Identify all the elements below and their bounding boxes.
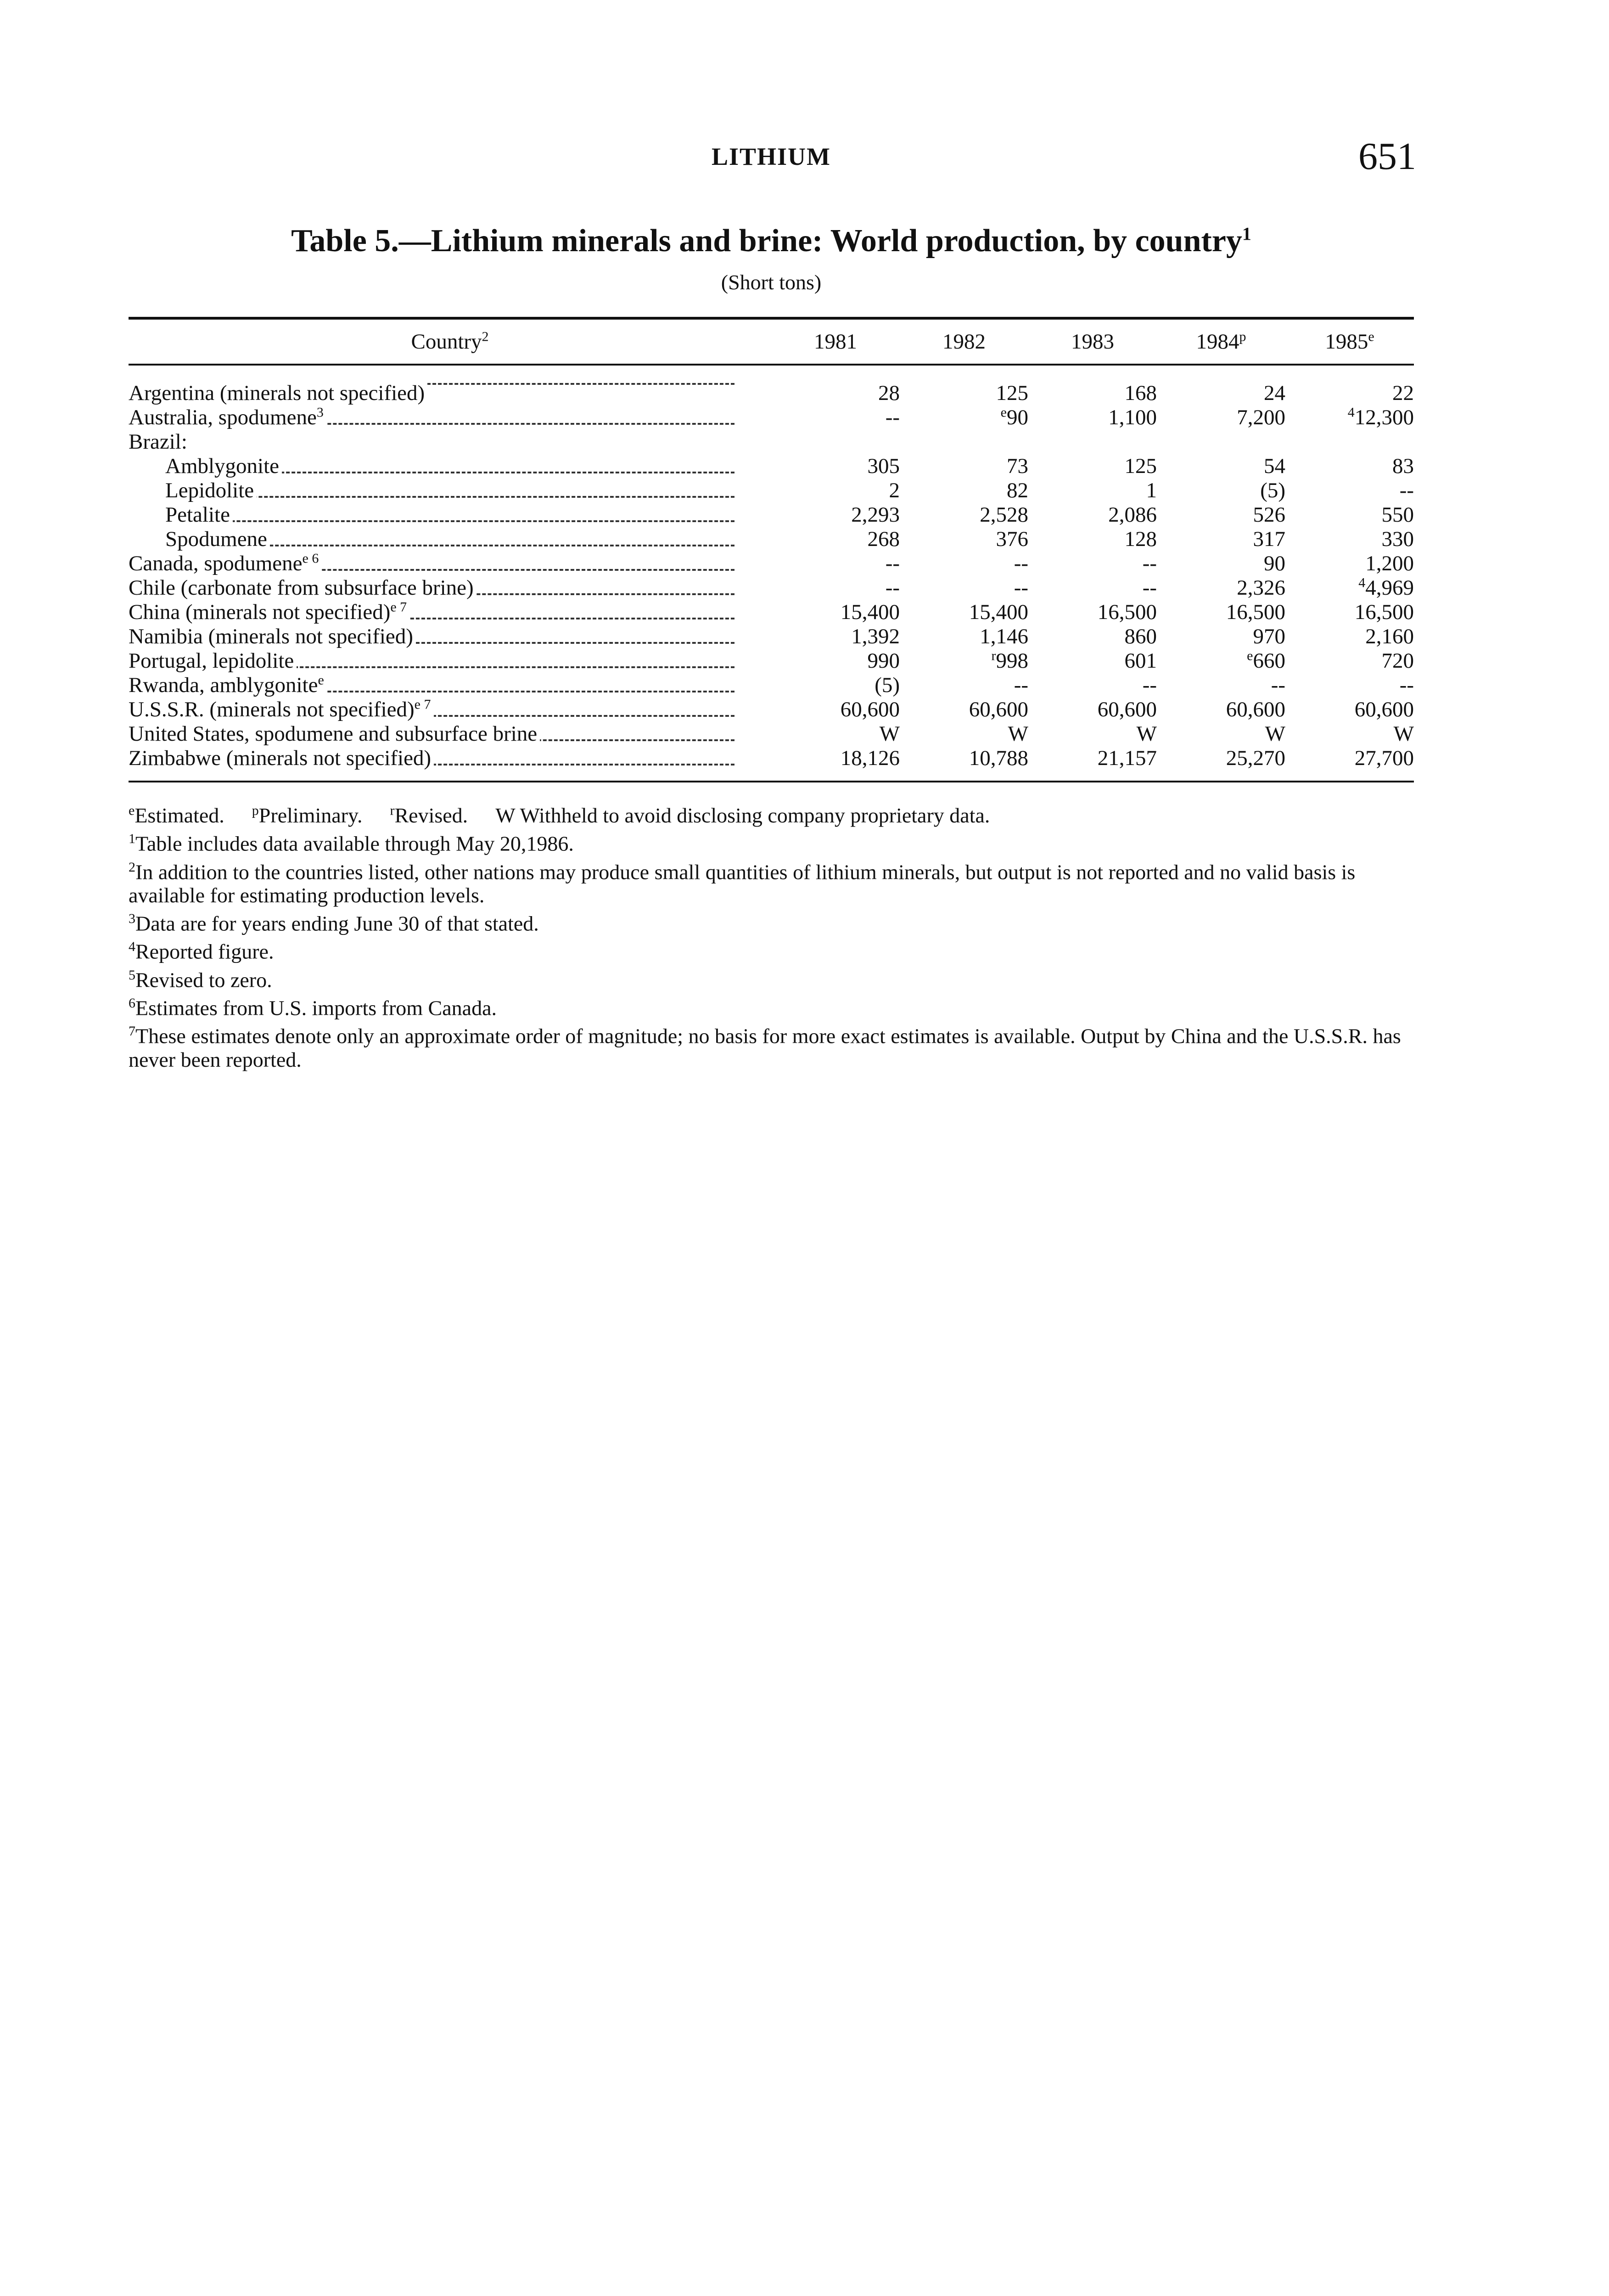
value-cell bbox=[1157, 454, 1285, 478]
value-cell bbox=[900, 405, 1028, 430]
value-text: 1,392 bbox=[851, 625, 900, 648]
running-title: LITHIUM bbox=[711, 143, 831, 170]
value-cell bbox=[771, 527, 900, 551]
value-cell bbox=[1285, 551, 1414, 576]
value-note: 4 bbox=[1358, 575, 1366, 591]
value-cell bbox=[1028, 430, 1157, 454]
value-cell bbox=[900, 576, 1028, 600]
value-cell bbox=[1157, 365, 1285, 405]
value-cell bbox=[1285, 454, 1414, 478]
row-label bbox=[129, 600, 771, 625]
footnote bbox=[129, 963, 1414, 991]
value-cell bbox=[771, 503, 900, 527]
value-cell bbox=[771, 673, 900, 698]
country-name bbox=[129, 625, 416, 648]
value-cell bbox=[1285, 722, 1414, 746]
value-text: 54 bbox=[1264, 454, 1285, 478]
row-label bbox=[129, 365, 771, 405]
table-row bbox=[129, 698, 1414, 722]
symbol-mark: r bbox=[390, 803, 395, 818]
value-cell bbox=[1028, 551, 1157, 576]
table-row bbox=[129, 454, 1414, 478]
value-cell bbox=[900, 478, 1028, 503]
year-column-header: 1984$^p$ bbox=[1157, 318, 1285, 365]
value-text: 317 bbox=[1253, 527, 1285, 551]
symbol-mark: p bbox=[252, 803, 259, 818]
footnotes bbox=[129, 799, 1414, 1071]
value-cell bbox=[1285, 405, 1414, 430]
value-text: 125 bbox=[1124, 454, 1157, 478]
value-text: 7,200 bbox=[1237, 405, 1285, 429]
value-cell bbox=[1157, 503, 1285, 527]
value-cell bbox=[1285, 673, 1414, 698]
footnote-text: These estimates denote only an approximate order of magnitude; no basis for more exact estimates is available. Output by China and the U.S.S.R. has never been reported. bbox=[129, 1024, 1401, 1071]
value-cell bbox=[771, 405, 900, 430]
value-cell bbox=[900, 625, 1028, 649]
value-cell bbox=[1285, 527, 1414, 551]
country-name-text: Petalite bbox=[165, 503, 230, 527]
footnote bbox=[129, 1019, 1414, 1071]
value-cell bbox=[1157, 576, 1285, 600]
value-cell bbox=[1157, 551, 1285, 576]
value-text: 28 bbox=[878, 381, 900, 405]
table-row bbox=[129, 503, 1414, 527]
value-cell bbox=[1157, 405, 1285, 430]
value-cell bbox=[900, 430, 1028, 454]
value-cell bbox=[1028, 454, 1157, 478]
value-cell bbox=[771, 625, 900, 649]
footnote-mark: 1 bbox=[129, 831, 135, 847]
value-cell bbox=[1028, 576, 1157, 600]
country-name-text: Spodumene bbox=[165, 527, 267, 551]
value-cell bbox=[1285, 430, 1414, 454]
value-text: W bbox=[1008, 722, 1028, 746]
country-name-text: Rwanda, amblygonite bbox=[129, 673, 318, 697]
table-row bbox=[129, 527, 1414, 551]
row-label bbox=[129, 673, 771, 698]
footnote-text: Estimates from U.S. imports from Canada. bbox=[135, 996, 497, 1020]
symbol-mark: e bbox=[129, 803, 135, 818]
value-cell bbox=[1285, 600, 1414, 625]
value-text: 1,146 bbox=[980, 625, 1028, 648]
country-name bbox=[129, 649, 297, 673]
value-cell bbox=[771, 576, 900, 600]
value-cell bbox=[1028, 600, 1157, 625]
country-name bbox=[129, 551, 321, 575]
value-cell bbox=[1028, 503, 1157, 527]
value-text: 720 bbox=[1381, 649, 1414, 673]
footnote-text: In addition to the countries listed, other nations may produce small quantities of lithium minerals, but output is not reported and no valid basis is available for estimating production levels. bbox=[129, 860, 1356, 907]
symbol-note bbox=[252, 804, 363, 827]
footnote-text: Reported figure. bbox=[135, 940, 274, 963]
table-row bbox=[129, 746, 1414, 782]
value-text: W bbox=[879, 722, 900, 746]
symbol-text: W Withheld to avoid disclosing company proprietary data. bbox=[495, 804, 990, 827]
footnote-text: Table includes data available through May 20,1986. bbox=[135, 832, 574, 855]
country-name bbox=[165, 454, 282, 478]
value-text: 2,160 bbox=[1365, 625, 1414, 648]
footnote-mark: 2 bbox=[129, 859, 135, 875]
row-label bbox=[129, 698, 771, 722]
country-name bbox=[129, 381, 427, 405]
row-label bbox=[129, 746, 771, 782]
table-row bbox=[129, 478, 1414, 503]
value-text: 990 bbox=[867, 649, 900, 673]
table-row bbox=[129, 365, 1414, 405]
value-cell bbox=[771, 722, 900, 746]
value-cell bbox=[771, 600, 900, 625]
symbol-note bbox=[129, 804, 224, 827]
row-label bbox=[129, 649, 771, 673]
footnote-mark: 6 bbox=[129, 995, 135, 1011]
value-cell bbox=[1285, 478, 1414, 503]
value-text: 21,157 bbox=[1097, 746, 1157, 770]
value-note: e bbox=[1000, 405, 1007, 420]
table-row bbox=[129, 551, 1414, 576]
value-cell bbox=[771, 454, 900, 478]
table-title-text: Table 5.—Lithium minerals and brine: World production, by country bbox=[291, 223, 1242, 259]
value-cell bbox=[1028, 649, 1157, 673]
value-text: -- bbox=[1014, 673, 1028, 697]
value-cell bbox=[1028, 365, 1157, 405]
row-label bbox=[129, 551, 771, 576]
value-text: W bbox=[1265, 722, 1285, 746]
value-cell bbox=[1285, 625, 1414, 649]
value-text: 60,600 bbox=[1354, 698, 1414, 721]
country-name bbox=[165, 478, 257, 502]
value-text: -- bbox=[1142, 576, 1157, 600]
value-text: -- bbox=[885, 551, 900, 575]
country-note: e 6 bbox=[302, 551, 319, 566]
value-text: 660 bbox=[1253, 649, 1285, 673]
value-cell bbox=[771, 430, 900, 454]
country-name-text: Lepidolite bbox=[165, 478, 254, 502]
value-cell bbox=[771, 478, 900, 503]
value-cell bbox=[771, 365, 900, 405]
country-name bbox=[129, 405, 326, 429]
value-cell bbox=[1028, 673, 1157, 698]
year-column-header: 1981 bbox=[771, 318, 900, 365]
value-note: e bbox=[1247, 648, 1253, 664]
value-text: -- bbox=[1014, 551, 1028, 575]
value-cell bbox=[1285, 649, 1414, 673]
value-text: -- bbox=[885, 576, 900, 600]
row-label bbox=[129, 454, 771, 478]
table-row bbox=[129, 722, 1414, 746]
value-cell bbox=[1028, 625, 1157, 649]
year-column-header: 1985e bbox=[1285, 318, 1414, 365]
country-name-text: Brazil: bbox=[129, 430, 187, 454]
country-name-text: United States, spodumene and subsurface brine bbox=[129, 722, 538, 746]
country-name-text: China (minerals not specified) bbox=[129, 600, 391, 624]
value-cell bbox=[900, 673, 1028, 698]
footnote-mark: 4 bbox=[129, 939, 135, 955]
symbol-text: Preliminary. bbox=[258, 804, 363, 827]
value-text: 125 bbox=[996, 381, 1028, 405]
table-row bbox=[129, 405, 1414, 430]
value-cell bbox=[1157, 649, 1285, 673]
value-text: 2 bbox=[889, 478, 900, 502]
value-cell bbox=[1028, 478, 1157, 503]
footnote bbox=[129, 907, 1414, 935]
table-body bbox=[129, 365, 1414, 782]
value-cell bbox=[1157, 625, 1285, 649]
value-text: 970 bbox=[1253, 625, 1285, 648]
value-cell bbox=[1285, 698, 1414, 722]
value-text: 2,528 bbox=[980, 503, 1028, 527]
value-text: 16,500 bbox=[1226, 600, 1285, 624]
table-subtitle: (Short tons) bbox=[721, 270, 822, 294]
footnote-text: Revised to zero. bbox=[135, 968, 272, 991]
table-row bbox=[129, 430, 1414, 454]
country-name-text: U.S.S.R. (minerals not specified) bbox=[129, 698, 415, 721]
value-cell bbox=[900, 527, 1028, 551]
value-text: 25,270 bbox=[1226, 746, 1285, 770]
footnote-mark: 7 bbox=[129, 1024, 135, 1039]
value-text: W bbox=[1136, 722, 1157, 746]
value-cell bbox=[1028, 405, 1157, 430]
value-text: 268 bbox=[867, 527, 900, 551]
value-text: 90 bbox=[1264, 551, 1285, 575]
value-text: -- bbox=[1142, 551, 1157, 575]
country-name bbox=[129, 746, 434, 770]
value-cell bbox=[1285, 746, 1414, 782]
country-note: e 7 bbox=[390, 600, 407, 615]
value-text: 16,500 bbox=[1097, 600, 1157, 624]
year-column-header: 1982 bbox=[900, 318, 1028, 365]
value-text: (5) bbox=[1260, 478, 1285, 502]
country-name bbox=[165, 527, 270, 551]
value-cell bbox=[1157, 746, 1285, 782]
value-text: -- bbox=[885, 405, 900, 429]
footnote bbox=[129, 991, 1414, 1019]
country-name bbox=[129, 430, 190, 454]
table-row bbox=[129, 576, 1414, 600]
value-cell bbox=[900, 722, 1028, 746]
value-text: 15,400 bbox=[840, 600, 900, 624]
value-text: -- bbox=[1271, 673, 1285, 697]
country-name-text: Canada, spodumene bbox=[129, 551, 303, 575]
row-label bbox=[129, 478, 771, 503]
value-text: -- bbox=[1142, 673, 1157, 697]
value-text: 1,200 bbox=[1365, 551, 1414, 575]
row-label bbox=[129, 405, 771, 430]
country-note: e 7 bbox=[414, 698, 431, 712]
row-label bbox=[129, 503, 771, 527]
value-text: 305 bbox=[867, 454, 900, 478]
row-label bbox=[129, 625, 771, 649]
value-cell bbox=[900, 454, 1028, 478]
value-text: 128 bbox=[1124, 527, 1157, 551]
value-cell bbox=[1285, 365, 1414, 405]
footnote bbox=[129, 855, 1414, 907]
value-cell bbox=[771, 551, 900, 576]
value-text: 18,126 bbox=[840, 746, 900, 770]
table-row bbox=[129, 649, 1414, 673]
value-text: 168 bbox=[1124, 381, 1157, 405]
value-cell bbox=[1157, 673, 1285, 698]
country-note: 3 bbox=[316, 405, 324, 420]
value-text: 22 bbox=[1392, 381, 1414, 405]
row-label bbox=[129, 430, 771, 454]
value-text: 4,969 bbox=[1365, 576, 1414, 600]
country-name-text: Argentina (minerals not specified) bbox=[129, 381, 425, 405]
value-text: 1 bbox=[1146, 478, 1157, 502]
value-cell bbox=[1157, 698, 1285, 722]
country-name-text: Australia, spodumene bbox=[129, 405, 317, 429]
row-label bbox=[129, 527, 771, 551]
value-cell bbox=[771, 746, 900, 782]
table-row bbox=[129, 625, 1414, 649]
footnote-mark: 5 bbox=[129, 967, 135, 983]
value-cell bbox=[900, 746, 1028, 782]
numbered-footnotes bbox=[129, 827, 1414, 1071]
value-cell bbox=[771, 649, 900, 673]
value-cell bbox=[900, 551, 1028, 576]
row-label bbox=[129, 576, 771, 600]
table-row bbox=[129, 673, 1414, 698]
value-text: 330 bbox=[1381, 527, 1414, 551]
value-text: 2,326 bbox=[1237, 576, 1285, 600]
value-cell bbox=[1157, 430, 1285, 454]
value-text: -- bbox=[1014, 576, 1028, 600]
value-text: 376 bbox=[996, 527, 1028, 551]
value-cell bbox=[900, 698, 1028, 722]
value-text: 73 bbox=[1007, 454, 1028, 478]
country-name-text: Zimbabwe (minerals not specified) bbox=[129, 746, 432, 770]
value-text: 24 bbox=[1264, 381, 1285, 405]
symbol-note bbox=[390, 804, 468, 827]
country-name bbox=[129, 600, 409, 624]
value-text: -- bbox=[1399, 478, 1414, 502]
value-text: 60,600 bbox=[840, 698, 900, 721]
footnote bbox=[129, 935, 1414, 963]
value-text: 550 bbox=[1381, 503, 1414, 527]
value-text: 10,788 bbox=[969, 746, 1028, 770]
value-text: 83 bbox=[1392, 454, 1414, 478]
row-label bbox=[129, 722, 771, 746]
country-name bbox=[129, 722, 540, 746]
country-name-text: Portugal, lepidolite bbox=[129, 649, 294, 673]
country-note: e bbox=[318, 673, 324, 688]
value-text: 2,293 bbox=[851, 503, 900, 527]
value-text: 12,300 bbox=[1354, 405, 1414, 429]
value-cell bbox=[900, 365, 1028, 405]
value-cell bbox=[1028, 722, 1157, 746]
footnote bbox=[129, 827, 1414, 855]
symbol-legend bbox=[129, 799, 1414, 827]
production-table bbox=[129, 317, 1414, 782]
value-text: 60,600 bbox=[1097, 698, 1157, 721]
country-name bbox=[129, 673, 327, 697]
country-name-text: Namibia (minerals not specified) bbox=[129, 625, 413, 648]
value-cell bbox=[1157, 478, 1285, 503]
value-text: 82 bbox=[1007, 478, 1028, 502]
value-cell bbox=[900, 503, 1028, 527]
country-name bbox=[129, 698, 434, 721]
value-cell bbox=[1285, 576, 1414, 600]
table-row bbox=[129, 600, 1414, 625]
value-text: 526 bbox=[1253, 503, 1285, 527]
country-name bbox=[165, 503, 233, 527]
year-column-header: 1983 bbox=[1028, 318, 1157, 365]
country-name bbox=[129, 576, 477, 600]
value-text: 60,600 bbox=[969, 698, 1028, 721]
value-text: 60,600 bbox=[1226, 698, 1285, 721]
symbol-text: Estimated. bbox=[135, 804, 224, 827]
table-header-row bbox=[129, 318, 1414, 365]
value-text: 16,500 bbox=[1354, 600, 1414, 624]
table-title bbox=[129, 223, 1414, 259]
value-text: 601 bbox=[1124, 649, 1157, 673]
value-text: -- bbox=[1399, 673, 1414, 697]
value-cell bbox=[1028, 746, 1157, 782]
value-cell bbox=[1285, 503, 1414, 527]
symbol-text: Revised. bbox=[394, 804, 468, 827]
symbol-note bbox=[495, 804, 990, 827]
value-text: 998 bbox=[996, 649, 1028, 673]
value-note: 4 bbox=[1347, 405, 1355, 420]
country-column-header: Country$^2$ bbox=[129, 318, 771, 365]
page-number: 651 bbox=[1358, 135, 1416, 178]
table-title-note: 1 bbox=[1242, 223, 1251, 244]
value-cell bbox=[1157, 722, 1285, 746]
value-text: 2,086 bbox=[1108, 503, 1157, 527]
value-cell bbox=[1157, 527, 1285, 551]
value-cell bbox=[771, 698, 900, 722]
value-cell bbox=[900, 649, 1028, 673]
value-cell bbox=[1157, 600, 1285, 625]
footnote-text: Data are for years ending June 30 of that stated. bbox=[135, 912, 539, 935]
value-text: 90 bbox=[1007, 405, 1028, 429]
footnote-mark: 3 bbox=[129, 911, 135, 926]
country-name-text: Amblygonite bbox=[165, 454, 280, 478]
value-text: 860 bbox=[1124, 625, 1157, 648]
value-text: 27,700 bbox=[1354, 746, 1414, 770]
value-cell bbox=[1028, 698, 1157, 722]
value-note: r bbox=[991, 648, 996, 664]
value-text: W bbox=[1393, 722, 1414, 746]
value-text: 1,100 bbox=[1108, 405, 1157, 429]
value-cell bbox=[900, 600, 1028, 625]
value-text: (5) bbox=[875, 673, 900, 697]
country-name-text: Chile (carbonate from subsurface brine) bbox=[129, 576, 474, 600]
value-text: 15,400 bbox=[969, 600, 1028, 624]
value-cell bbox=[1028, 527, 1157, 551]
